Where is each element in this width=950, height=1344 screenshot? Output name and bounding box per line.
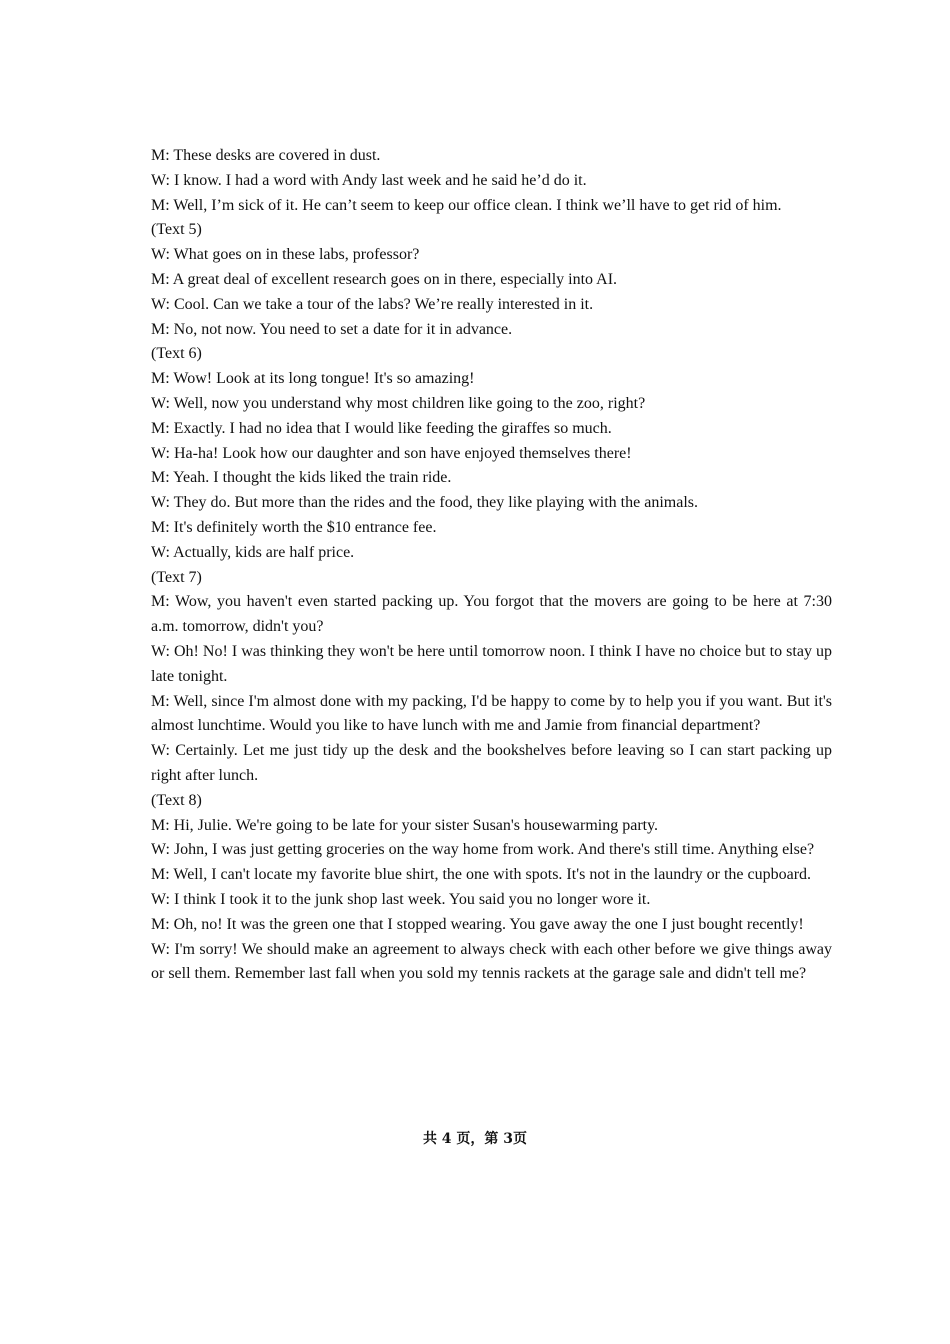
page-footer: 共 4 页，第 3页 [422,1131,528,1147]
dialogue-line: W: Oh! No! I was thinking they won't be here until tomorrow noon. I think I have no choice but to stay up late tonight. [151,642,832,685]
section-heading: (Text 6) [151,345,202,363]
dialogue-line: W: I know. I had a word with Andy last week and he said he’d do it. [151,171,587,189]
dialogue-line: M: Hi, Julie. We're going to be late for your sister Susan's housewarming party. [151,816,659,834]
dialogue-line: M: Well, since I'm almost done with my packing, I'd be happy to come by to help you if you want. But it's almost lunchtime. Would you like to have lunch with me and Jamie from financial department? [151,692,832,735]
dialogue-line: M: Yeah. I thought the kids liked the train ride. [151,469,452,487]
dialogue-line: W: Actually, kids are half price. [151,543,355,561]
dialogue-line: M: It's definitely worth the $10 entrance fee. [151,518,437,536]
dialogue-line: M: Exactly. I had no idea that I would like feeding the giraffes so much. [151,419,612,437]
dialogue-line: W: Ha-ha! Look how our daughter and son have enjoyed themselves there! [151,444,632,462]
dialogue-line: W: They do. But more than the rides and the food, they like playing with the animals. [151,494,698,512]
section-heading: (Text 7) [151,568,202,586]
dialogue-line: W: Cool. Can we take a tour of the labs? We’re really interested in it. [151,295,594,313]
dialogue-line: M: No, not now. You need to set a date for it in advance. [151,320,513,338]
dialogue-line: W: Well, now you understand why most children like going to the zoo, right? [151,394,646,412]
section-heading: (Text 8) [151,791,202,809]
dialogue-line: M: Well, I’m sick of it. He can’t seem to keep our office clean. I think we’ll have to get rid of him. [151,196,782,214]
dialogue-line: M: Wow, you haven't even started packing up. You forgot that the movers are going to be here at 7:30 a.m. tomorrow, didn't you? [151,593,832,636]
dialogue-line: M: Well, I can't locate my favorite blue shirt, the one with spots. It's not in the laundry or the cupboard. [151,866,812,884]
dialogue-line: W: I think I took it to the junk shop last week. You said you no longer wore it. [151,890,651,908]
dialogue-line: W: I'm sorry! We should make an agreement to always check with each other before we give things away or sell them. Remember last fall when you sold my tennis rackets at the garage sale and didn't tell me? [151,940,832,983]
dialogue-line: W: John, I was just getting groceries on the way home from work. And there's still time. Anything else? [151,841,815,859]
dialogue-line: M: Oh, no! It was the green one that I stopped wearing. You gave away the one I just bought recently! [151,915,804,933]
section-heading: (Text 5) [151,221,202,239]
dialogue-line: M: These desks are covered in dust. [151,147,381,164]
dialogue-line: M: Wow! Look at its long tongue! It's so amazing! [151,370,475,388]
transcript-body [151,144,832,987]
dialogue-line: M: A great deal of excellent research goes on in there, especially into AI. [151,270,618,288]
dialogue-line: W: Certainly. Let me just tidy up the desk and the bookshelves before leaving so I can start packing up right after lunch. [151,742,832,784]
dialogue-line: W: What goes on in these labs, professor? [151,246,420,264]
